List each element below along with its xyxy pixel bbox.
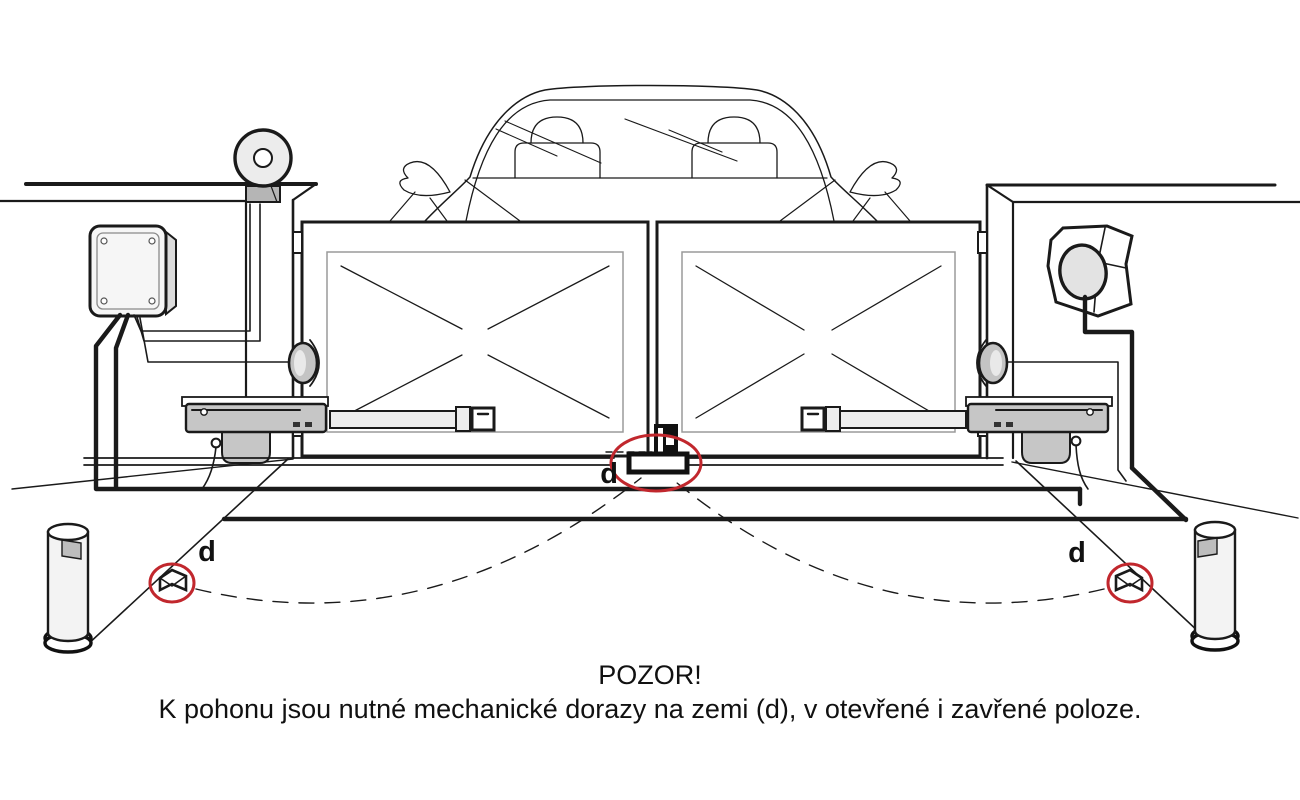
siren	[235, 130, 291, 202]
d-label-open-right: d	[1068, 537, 1086, 569]
d-label-center: d	[600, 458, 618, 490]
car-outline	[390, 86, 910, 222]
ground-stop-open-left	[150, 564, 194, 602]
hinge-right-top	[978, 232, 987, 253]
swing-arc-right	[671, 478, 1104, 603]
bollard-right	[1192, 522, 1238, 650]
photocell-left	[289, 340, 319, 386]
bollard-left-window	[62, 540, 81, 559]
d-label-open-left: d	[198, 536, 216, 568]
bollard-right-window	[1198, 538, 1217, 557]
flashing-lamp	[1048, 226, 1132, 316]
swing-arc-left	[196, 478, 641, 603]
bollard-left	[45, 524, 91, 652]
warning-caption: K pohonu jsou nutné mechanické dorazy na zemi (d), v otevřené i zavřené poloze.	[158, 694, 1142, 724]
wall-right	[987, 185, 1300, 518]
swing-arcs	[196, 478, 1104, 603]
car-mirror-right	[850, 162, 900, 196]
hinge-left-top	[293, 232, 302, 253]
car-mirror-left	[400, 162, 450, 196]
photocell-right	[977, 340, 1007, 386]
warning-title: POZOR!	[598, 660, 702, 690]
control-unit	[90, 226, 176, 316]
